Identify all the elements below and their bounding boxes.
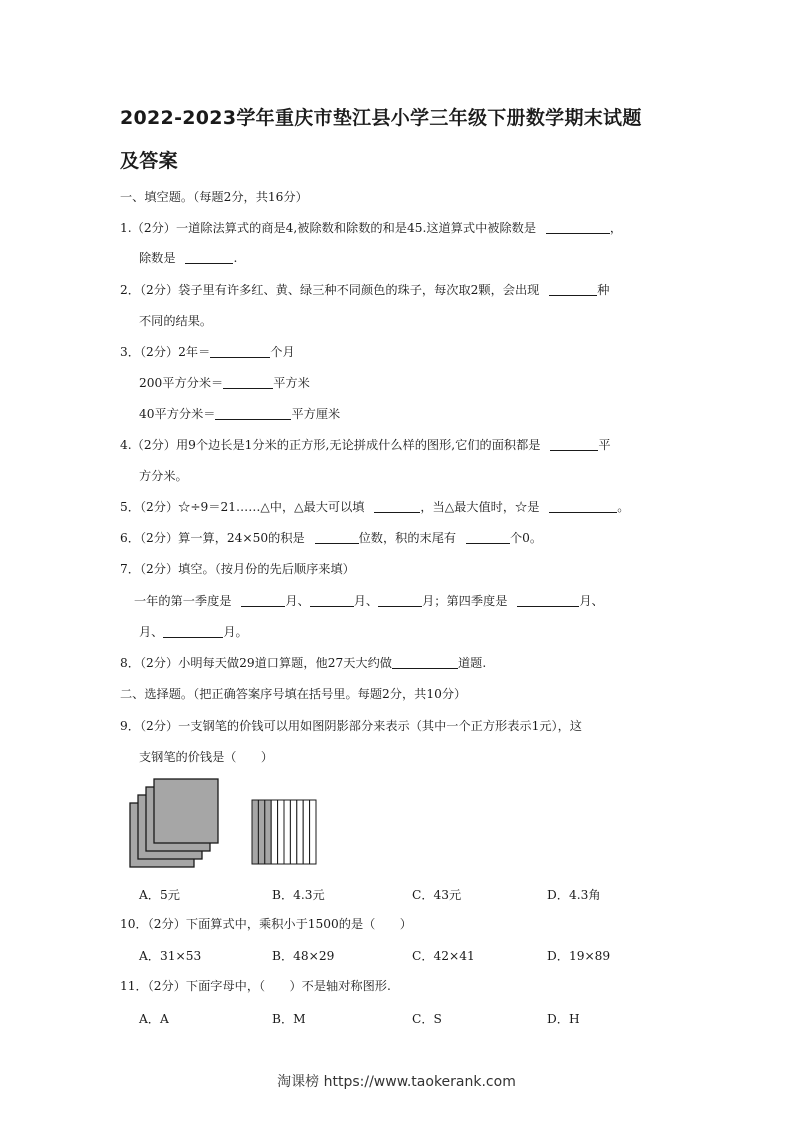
q11-option-d[interactable]: D．H	[547, 1012, 580, 1026]
q6-zeros-blank[interactable]	[466, 531, 510, 544]
q2-text: 2．（2分）袋子里有许多红、黄、绿三种不同颜色的珠子，每次取2颗，会出现	[120, 283, 540, 297]
q1-divisor-label: 除数是	[139, 251, 176, 265]
partial-square-strips	[252, 800, 316, 864]
stacked-full-squares	[130, 779, 218, 867]
q3-sqdm2: 40平方分米＝	[139, 407, 216, 421]
exam-title-line2: 及答案	[120, 150, 178, 172]
question-11: 11．（2分）下面字母中，（ ）不是轴对称图形.	[120, 979, 391, 993]
q1-dividend-blank[interactable]	[546, 221, 610, 234]
question-7-b	[134, 593, 604, 609]
q5-end: 。	[617, 500, 630, 514]
q4-text: 4.（2分）用9个边长是1分米的正方形,无论拼成什么样的图形,它们的面积都是	[120, 438, 541, 452]
question-2-cont: 不同的结果。	[139, 314, 213, 328]
q3-sqm-blank[interactable]	[223, 376, 273, 389]
empty-strip	[303, 800, 309, 864]
q8-blank[interactable]	[392, 656, 458, 669]
q7-sep-1: 月、	[285, 594, 310, 608]
q5-triangle-blank[interactable]	[374, 500, 420, 513]
q7-sep-4: 月、	[139, 625, 164, 639]
q11-option-b[interactable]: B．M	[272, 1012, 306, 1026]
shaded-strip	[252, 800, 258, 864]
question-7-c	[139, 624, 248, 640]
q7-blank-1[interactable]	[241, 594, 285, 607]
q2-suffix: 种	[597, 283, 610, 297]
q10-option-b[interactable]: B．48×29	[272, 949, 335, 963]
q3-sqcm-unit: 平方厘米	[291, 407, 341, 421]
q6-digits-blank[interactable]	[315, 531, 359, 544]
q7-sep-3: 月、	[579, 594, 604, 608]
question-4	[120, 437, 611, 453]
section2-heading: 二、选择题。（把正确答案序号填在括号里。每题2分，共10分）	[120, 687, 467, 701]
question-1	[120, 220, 622, 236]
q3-sqcm-blank[interactable]	[215, 407, 291, 420]
q6-text: 6．（2分）算一算，24×50的积是	[120, 531, 305, 545]
q9-option-a[interactable]: A．5元	[139, 888, 180, 902]
q1-period: .	[233, 251, 238, 265]
q6-end: 个0。	[509, 531, 543, 545]
question-8	[120, 655, 486, 671]
section1-heading: 一、填空题。（每题2分，共16分）	[120, 190, 308, 204]
question-3	[120, 344, 295, 360]
question-9: 9．（2分）一支钢笔的价钱可以用如图阴影部分来表示（其中一个正方形表示1元），这	[120, 719, 582, 733]
q7-fourth-quarter-label: 月；第四季度是	[422, 594, 508, 608]
q8-text: 8．（2分）小明每天做29道口算题，他27天大约做	[120, 656, 392, 670]
full-square-4	[154, 779, 218, 843]
q9-option-c[interactable]: C．43元	[412, 888, 462, 902]
q3-years: 3．（2分）2年＝	[120, 345, 211, 359]
empty-strip	[310, 800, 316, 864]
q1-text: 1.（2分）一道除法算式的商是4,被除数和除数的和是45.这道算式中被除数是	[120, 221, 537, 235]
empty-strip	[290, 800, 296, 864]
q10-option-d[interactable]: D．19×89	[547, 949, 611, 963]
question-2	[120, 282, 609, 298]
q9-option-b[interactable]: B．4.3元	[272, 888, 325, 902]
q11-option-c[interactable]: C．S	[412, 1012, 442, 1026]
q10-option-c[interactable]: C．42×41	[412, 949, 475, 963]
q8-end: 道题.	[458, 656, 487, 670]
q7-sep-2: 月、	[353, 594, 379, 608]
q5-text: 5．（2分）☆÷9＝21……△中，△最大可以填	[120, 500, 365, 514]
q7-first-quarter-label: 一年的第一季度是	[134, 594, 232, 608]
q3-sqdm: 200平方分米＝	[139, 376, 224, 390]
q4-blank[interactable]	[550, 438, 598, 451]
question-1-cont	[139, 250, 237, 266]
footer-watermark: 淘课榜 https://www.taokerank.com	[277, 1074, 516, 1090]
q2-blank[interactable]	[549, 283, 597, 296]
q6-mid: 位数，积的末尾有	[358, 531, 457, 545]
question-10: 10．（2分）下面算式中，乘积小于1500的是（ ）	[120, 917, 412, 931]
empty-strip	[284, 800, 290, 864]
q4-suffix: 平	[598, 438, 611, 452]
empty-strip	[297, 800, 303, 864]
question-7: 7．（2分）填空。（按月份的先后顺序来填）	[120, 562, 355, 576]
q5-star-blank[interactable]	[549, 500, 617, 513]
q7-blank-4[interactable]	[517, 594, 579, 607]
money-squares-figure	[126, 775, 326, 870]
q5-mid: ，当△最大值时，☆是	[420, 500, 540, 514]
exam-title-line1: 2022-2023学年重庆市垫江县小学三年级下册数学期末试题	[120, 107, 642, 129]
q10-option-a[interactable]: A．31×53	[139, 949, 202, 963]
question-4-cont: 方分米。	[139, 469, 188, 483]
question-3-c	[139, 406, 340, 422]
question-3-b	[139, 375, 310, 391]
q7-end: 月。	[223, 625, 248, 639]
shaded-strip	[265, 800, 271, 864]
q7-blank-3[interactable]	[378, 594, 422, 607]
empty-strip	[278, 800, 284, 864]
question-9-cont: 支钢笔的价钱是（ ）	[139, 750, 274, 764]
q1-comma: ，	[609, 221, 623, 235]
q3-months-blank[interactable]	[210, 345, 270, 358]
shaded-strip	[258, 800, 264, 864]
q7-blank-2[interactable]	[310, 594, 354, 607]
question-6	[120, 530, 542, 546]
q3-sqm-unit: 平方米	[273, 376, 310, 390]
question-5	[120, 499, 629, 515]
q11-option-a[interactable]: A．A	[139, 1012, 169, 1026]
empty-strip	[271, 800, 277, 864]
q7-blank-6[interactable]	[163, 625, 223, 638]
q3-months-unit: 个月	[270, 345, 295, 359]
q1-divisor-blank[interactable]	[185, 251, 233, 264]
q9-option-d[interactable]: D．4.3角	[547, 888, 601, 902]
